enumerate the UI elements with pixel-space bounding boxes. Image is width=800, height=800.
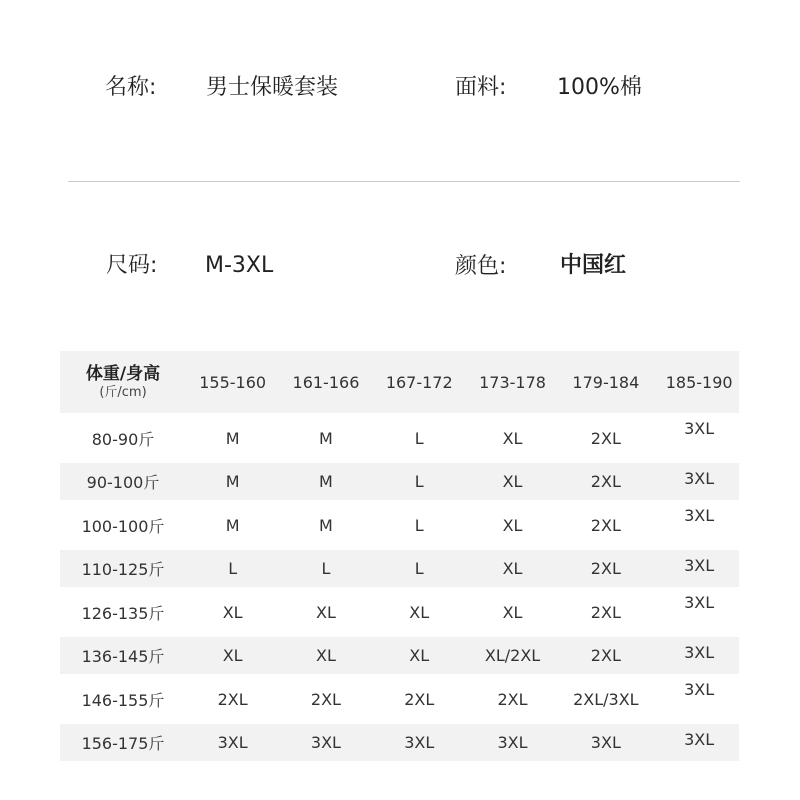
- size-cell-text: 3XL: [684, 730, 715, 749]
- table-corner-header: [60, 351, 186, 413]
- size-cell: 2XL: [590, 602, 621, 622]
- fabric-label: 面料:: [455, 75, 507, 100]
- corner-sub-label: (斤/cm): [99, 385, 147, 400]
- weight-cell: 110-125斤: [81, 560, 165, 579]
- height-header-cell: 155-160: [199, 372, 267, 392]
- color-label: 颜色:: [455, 254, 507, 279]
- size-cell: L: [414, 472, 424, 491]
- size-cell: [653, 674, 746, 724]
- size-cell: XL/2XL: [484, 646, 541, 665]
- size-cell-text: 3XL: [684, 556, 715, 575]
- size-cell: XL: [502, 472, 523, 491]
- size-cell: 2XL: [590, 472, 621, 491]
- size-cell: XL: [409, 602, 430, 622]
- table-row: [60, 413, 739, 463]
- size-cell: [653, 413, 746, 463]
- size-cell: XL: [502, 428, 523, 448]
- size-cell: 2XL: [404, 689, 435, 709]
- table-row: [60, 674, 739, 724]
- table-row: [60, 587, 739, 637]
- table-row: [60, 724, 739, 761]
- weight-cell: 146-155斤: [81, 690, 165, 710]
- size-cell: 2XL: [590, 515, 621, 535]
- table-row: [60, 550, 739, 587]
- size-cell-text: 3XL: [684, 506, 715, 525]
- size-cell: 3XL: [590, 733, 621, 752]
- size-cell: XL: [502, 515, 523, 535]
- size-cell: [653, 637, 746, 674]
- size-cell: 2XL: [497, 689, 528, 709]
- size-cell: L: [414, 559, 424, 578]
- size-cell: 2XL/3XL: [573, 689, 639, 709]
- size-cell: [653, 463, 746, 500]
- size-cell: XL: [316, 602, 336, 622]
- size-cell: [653, 724, 746, 761]
- table-row: [60, 637, 739, 674]
- name-value: 男士保暖套装: [206, 75, 339, 100]
- size-cell: XL: [502, 559, 523, 578]
- size-cell: M: [319, 428, 333, 448]
- height-header-cell: 161-166: [292, 372, 360, 392]
- size-cell-text: 3XL: [684, 593, 715, 612]
- size-label: 尺码:: [106, 253, 158, 278]
- fabric-value: 100%棉: [557, 75, 642, 100]
- size-cell: XL: [409, 646, 430, 665]
- weight-cell: 80-90斤: [91, 429, 155, 449]
- size-cell: M: [225, 428, 240, 448]
- size-cell-text: 3XL: [684, 419, 715, 438]
- size-cell: 2XL: [590, 559, 621, 578]
- size-cell: 3XL: [217, 733, 248, 752]
- size-cell: L: [321, 559, 331, 578]
- height-header-cell: 185-190: [665, 372, 733, 392]
- size-cell-text: 3XL: [684, 469, 715, 488]
- size-cell: M: [225, 472, 240, 491]
- table-row: [60, 463, 739, 500]
- table-row: [60, 500, 739, 550]
- name-label: 名称:: [105, 75, 157, 100]
- height-header-cell: 167-172: [385, 372, 453, 392]
- table-header-row: [60, 351, 739, 413]
- size-cell: M: [319, 472, 333, 491]
- height-header-cell: 173-178: [479, 372, 546, 392]
- size-cell: XL: [316, 646, 336, 665]
- size-cell: L: [414, 428, 424, 448]
- size-cell: 3XL: [404, 733, 435, 752]
- weight-cell: 136-145斤: [81, 647, 165, 666]
- size-cell: XL: [502, 602, 523, 622]
- size-cell: M: [319, 515, 333, 535]
- size-cell: 2XL: [310, 689, 341, 709]
- size-value: M-3XL: [205, 253, 274, 278]
- corner-main-label: 体重/身高: [85, 364, 161, 384]
- height-header-cell: 179-184: [572, 372, 640, 392]
- weight-cell: 90-100斤: [86, 473, 160, 492]
- size-cell: 2XL: [590, 646, 621, 665]
- color-value: 中国红: [560, 253, 627, 278]
- size-cell: 2XL: [590, 428, 621, 448]
- size-cell: [653, 500, 746, 550]
- size-cell: [653, 587, 746, 637]
- size-cell-text: 3XL: [684, 680, 715, 699]
- size-cell: M: [225, 515, 240, 535]
- size-cell: 2XL: [217, 689, 248, 709]
- size-cell: [653, 550, 746, 587]
- size-cell: XL: [222, 602, 243, 622]
- weight-cell: 100-100斤: [81, 516, 165, 536]
- section-divider: [68, 181, 740, 182]
- size-cell-text: 3XL: [684, 643, 715, 662]
- size-cell: 3XL: [497, 733, 528, 752]
- size-cell: 3XL: [310, 733, 341, 752]
- size-chart-table: [60, 351, 739, 761]
- size-cell: L: [414, 515, 424, 535]
- size-cell: L: [228, 559, 238, 578]
- weight-cell: 126-135斤: [81, 603, 165, 623]
- size-cell: XL: [222, 646, 243, 665]
- weight-cell: 156-175斤: [81, 734, 165, 753]
